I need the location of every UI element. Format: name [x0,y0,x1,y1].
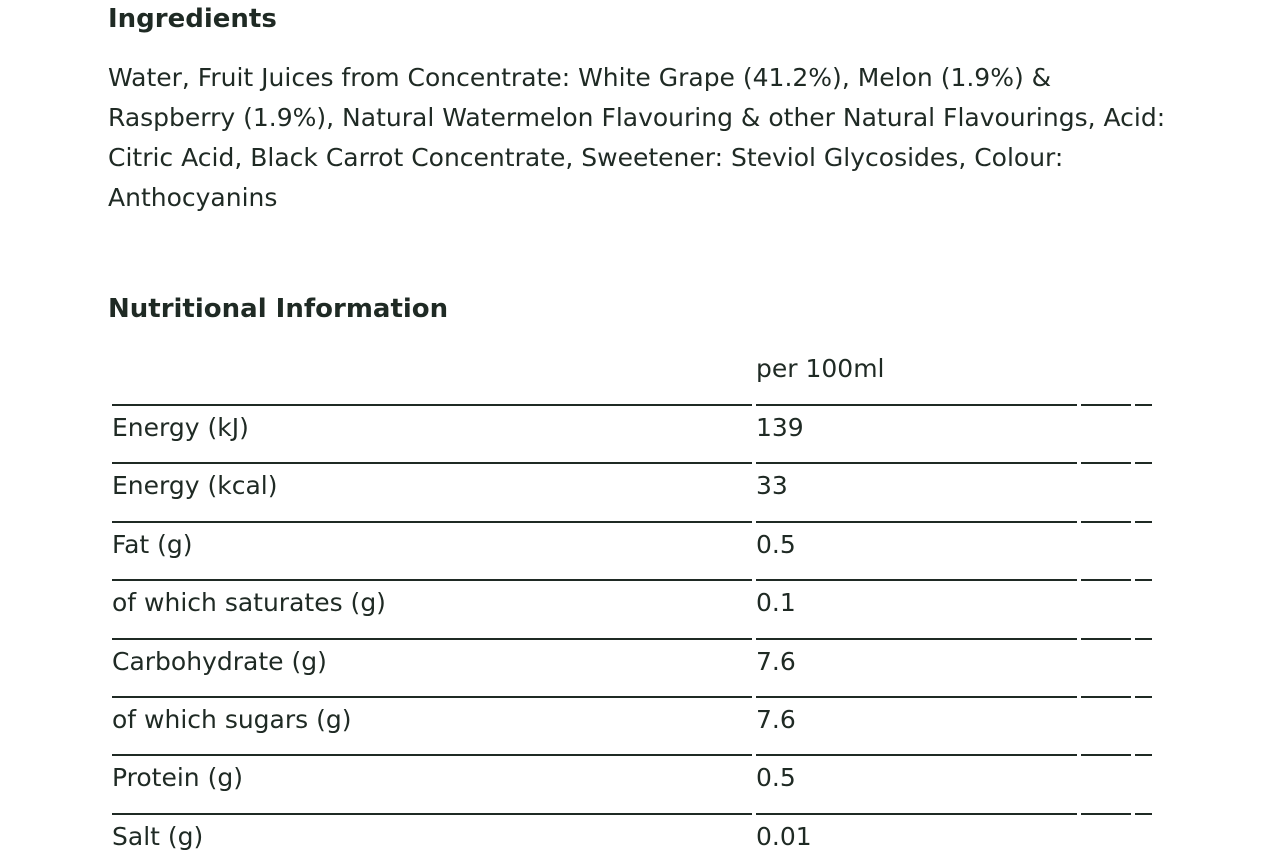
row-divider [1081,638,1131,640]
row-divider [756,404,1077,406]
nutrient-label: of which sugars (g) [112,705,352,734]
row-divider [112,696,752,698]
ingredients-text: Water, Fruit Juices from Concentrate: White Grape (41.2%), Melon (1.9%) & Raspberry (1.9%), Natural Watermelon Flavouring & other Natural Flavourings, Acid: Citric Acid, Black Carrot Concentrate, Sweetener: Steviol Glycosides, Colour: Anthocyanins [108,63,1166,212]
row-divider [756,638,1077,640]
row-divider [112,754,752,756]
nutrient-value: 0.1 [756,588,796,617]
row-divider [1081,696,1131,698]
nutrient-label: of which saturates (g) [112,588,386,617]
nutrition-heading: Nutritional Information [108,294,449,324]
nutrient-label: Fat (g) [112,530,193,559]
row-divider [1135,521,1152,523]
row-divider [756,813,1077,815]
row-divider [112,638,752,640]
row-divider [1081,404,1131,406]
nutrient-value: 0.5 [756,530,796,559]
row-divider [756,696,1077,698]
nutrient-label: Energy (kcal) [112,471,278,500]
row-divider [1135,579,1152,581]
ingredients-heading: Ingredients [108,4,277,34]
row-divider [1081,813,1131,815]
nutrient-label: Energy (kJ) [112,413,249,442]
row-divider [1081,579,1131,581]
row-divider [112,579,752,581]
column-header-per-100ml: per 100ml [756,354,885,383]
row-divider [1135,696,1152,698]
nutrient-value: 7.6 [756,647,796,676]
nutrient-label: Carbohydrate (g) [112,647,327,676]
nutrient-value: 33 [756,471,788,500]
row-divider [112,813,752,815]
row-divider [112,521,752,523]
nutrient-value: 0.01 [756,822,812,851]
nutrient-value: 139 [756,413,804,442]
row-divider [1135,638,1152,640]
row-divider [756,754,1077,756]
nutrient-label: Protein (g) [112,763,243,792]
row-divider [112,462,752,464]
nutrient-value: 0.5 [756,763,796,792]
row-divider [756,579,1077,581]
row-divider [1081,462,1131,464]
row-divider [112,404,752,406]
nutrient-label: Salt (g) [112,822,204,851]
row-divider [756,462,1077,464]
nutrient-value: 7.6 [756,705,796,734]
row-divider [1135,754,1152,756]
row-divider [1081,754,1131,756]
row-divider [1135,813,1152,815]
row-divider [756,521,1077,523]
row-divider [1081,521,1131,523]
row-divider [1135,404,1152,406]
row-divider [1135,462,1152,464]
